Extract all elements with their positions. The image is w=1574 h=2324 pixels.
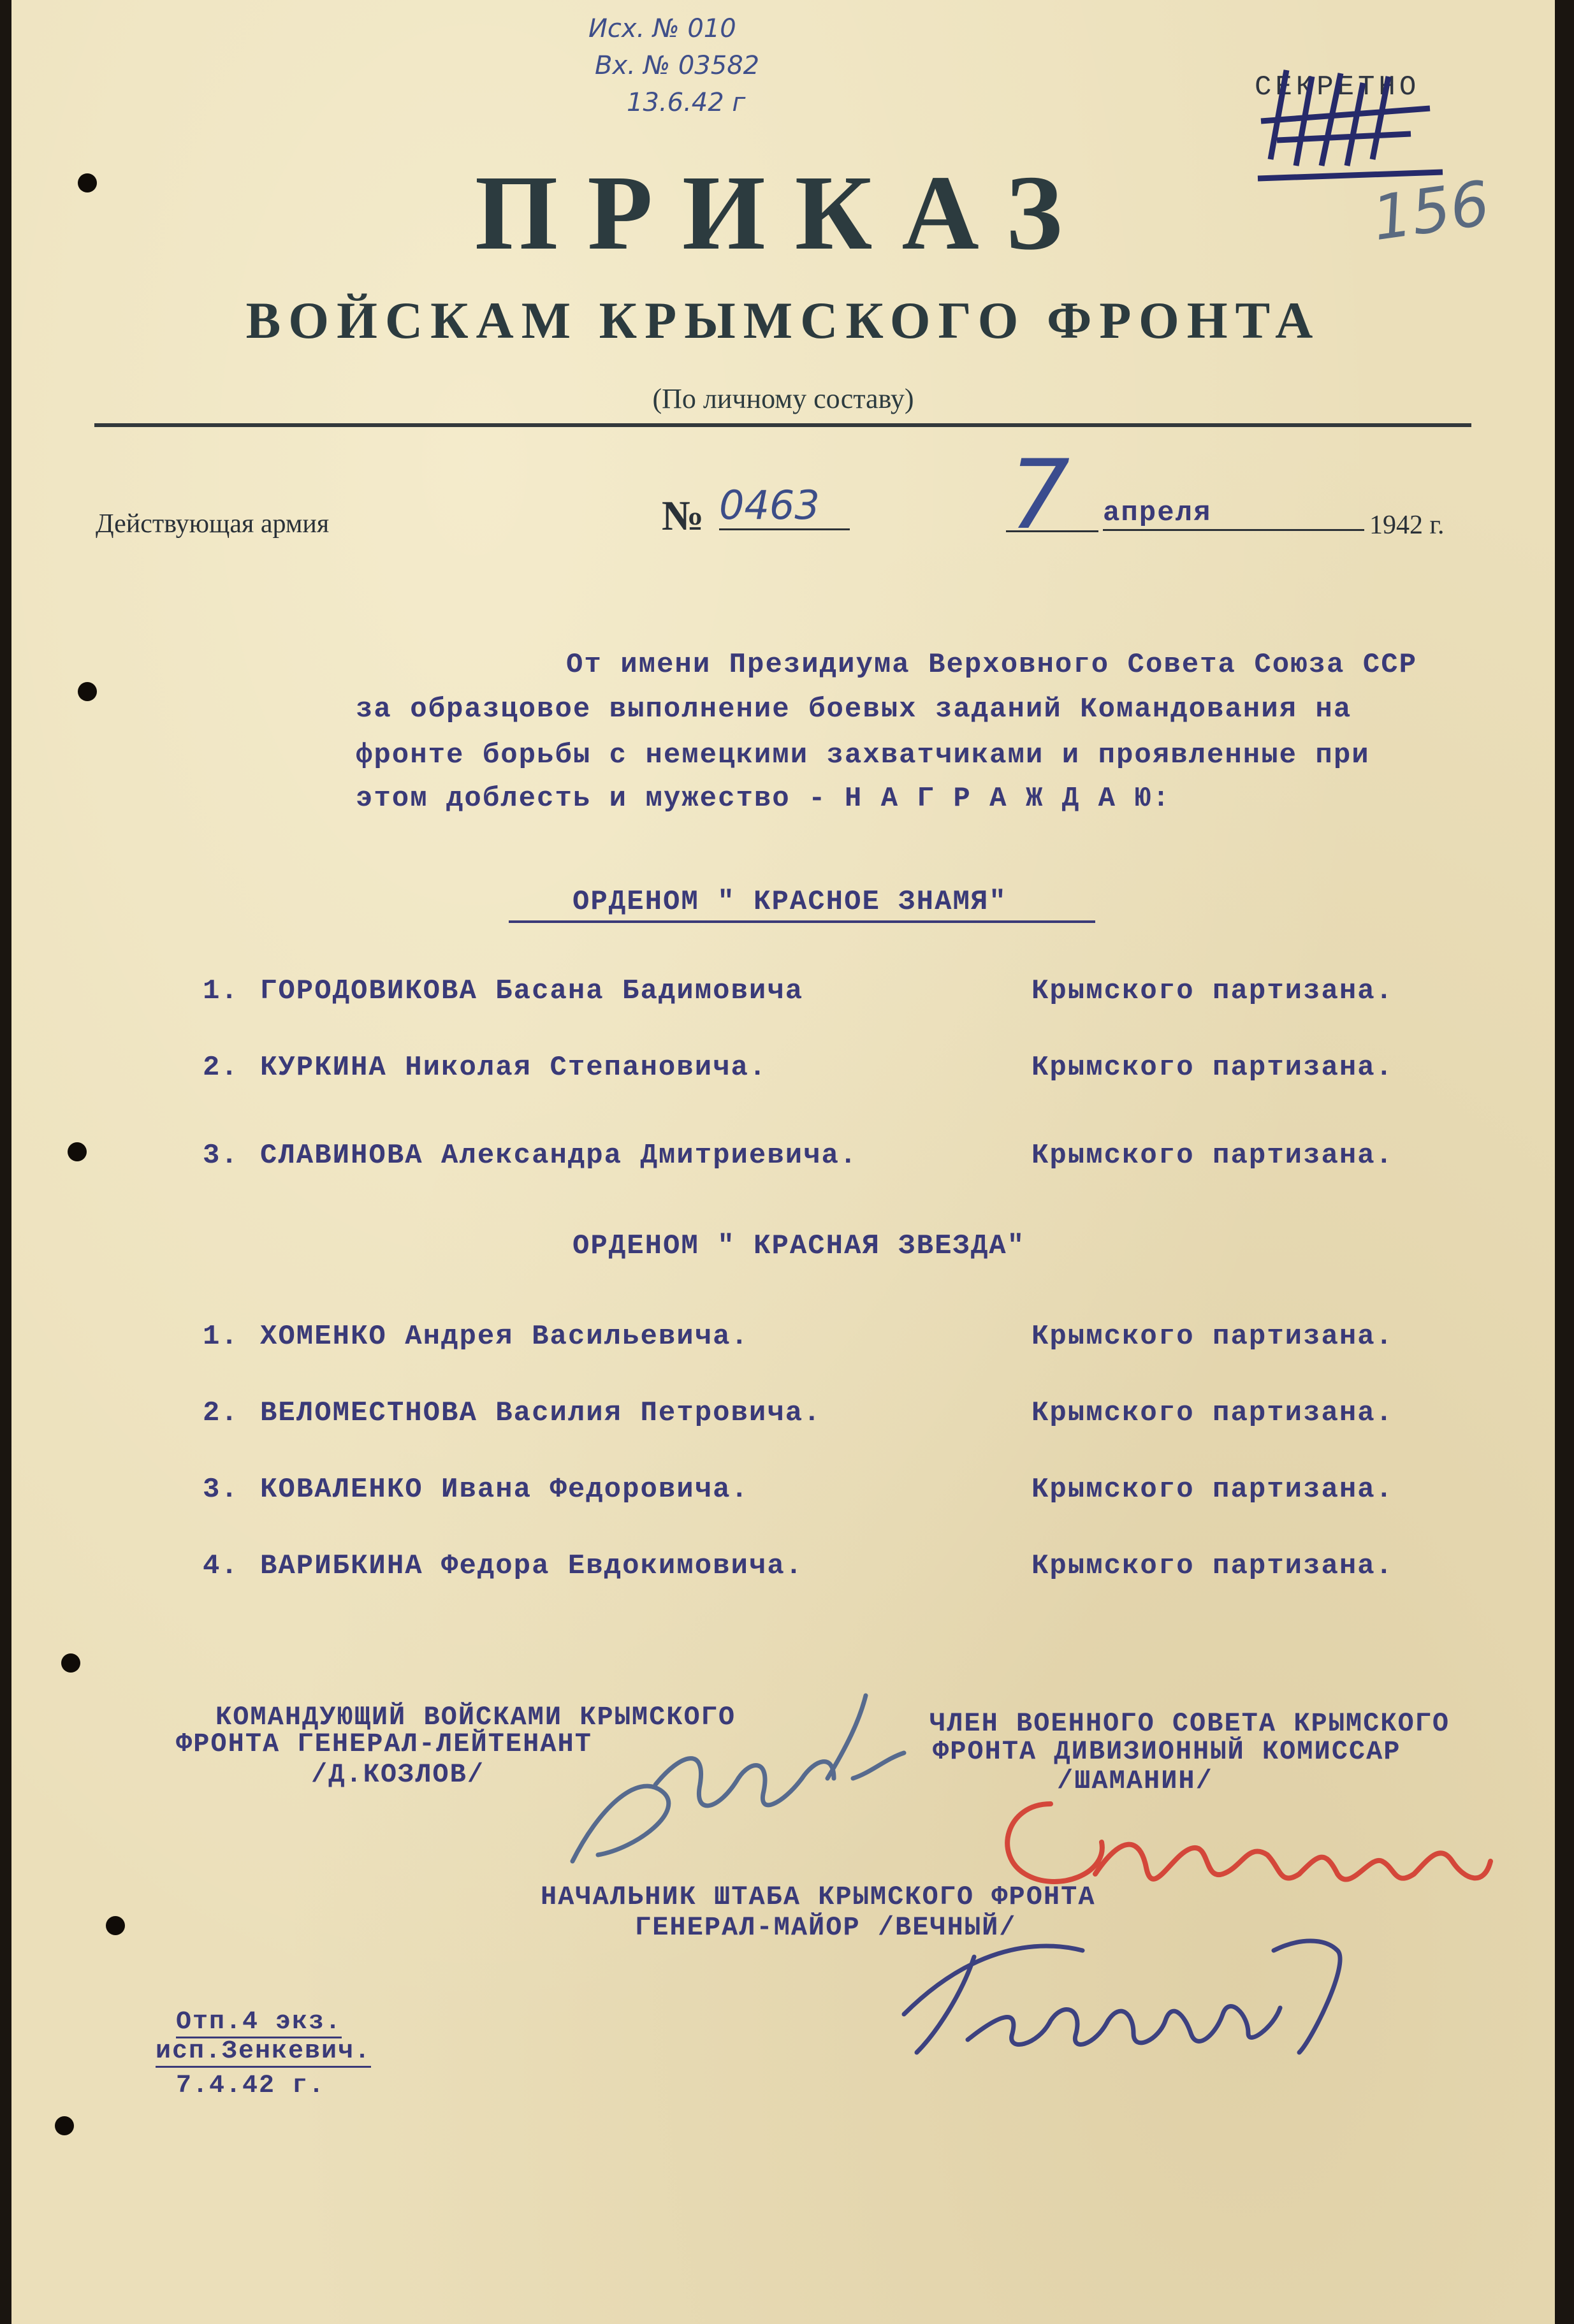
- footer-date: 7.4.42 г.: [176, 2072, 326, 2100]
- signature-left-title: ФРОНТА ГЕНЕРАЛ-ЛЕЙТЕНАНТ: [176, 1729, 592, 1759]
- award-entry: [203, 975, 1465, 1011]
- entry-rank: Крымского партизана.: [1031, 1052, 1394, 1084]
- entry-rank: Крымского партизана.: [1031, 1474, 1394, 1506]
- archive-mark-outgoing: Исх. № 010: [588, 14, 736, 43]
- entry-number: 1.: [203, 975, 239, 1007]
- day-underline: [1006, 528, 1098, 532]
- award-entry: [203, 1397, 1465, 1433]
- award-heading-red-star: ОРДЕНОМ " КРАСНАЯ ЗВЕЗДА": [572, 1230, 1026, 1262]
- signature-kozlov: [560, 1683, 917, 1887]
- preamble-line: этом доблесть и мужество - Н А Г Р А Ж Д А Ю:: [356, 783, 1171, 815]
- award-entry: [203, 1052, 1465, 1087]
- preamble-line: От имени Президиума Верховного Совета Союза ССР: [566, 649, 1418, 681]
- classification-stamp: СЕКРЕТНО: [1255, 71, 1420, 103]
- order-subtitle: ВОЙСКАМ КРЫМСКОГО ФРОНТА: [245, 291, 1321, 349]
- order-month: апреля: [1103, 497, 1364, 531]
- binder-hole: [61, 1653, 80, 1673]
- order-year: 1942 г.: [1369, 511, 1445, 540]
- page-number-mark: 156: [1368, 167, 1494, 255]
- entry-name: КОВАЛЕНКО Ивана Федоровича.: [260, 1474, 749, 1506]
- signature-chief-title: НАЧАЛЬНИК ШТАБА КРЫМСКОГО ФРОНТА: [541, 1882, 1096, 1912]
- entry-name: ВАРИБКИНА Федора Евдокимовича.: [260, 1550, 804, 1582]
- binder-hole: [68, 1142, 87, 1161]
- entry-rank: Крымского партизана.: [1031, 1397, 1394, 1429]
- signature-vechny: [891, 1925, 1376, 2065]
- order-note: (По личному составу): [652, 383, 914, 414]
- entry-name: СЛАВИНОВА Александра Дмитриевича.: [260, 1140, 858, 1172]
- binder-hole: [78, 682, 97, 701]
- signature-right-name: /ШАМАНИН/: [1057, 1766, 1213, 1796]
- award-entry: [203, 1550, 1465, 1586]
- entry-number: 2.: [203, 1052, 239, 1084]
- number-label: №: [662, 493, 704, 539]
- order-title: ПРИКАЗ: [474, 154, 1092, 272]
- document-page: [11, 0, 1555, 2324]
- signature-left-title: КОМАНДУЮЩИЙ ВОЙСКАМИ КРЫМСКОГО: [215, 1702, 736, 1732]
- award-entry: [203, 1474, 1465, 1509]
- entry-rank: Крымского партизана.: [1031, 1140, 1394, 1172]
- footer-executor: исп.Зенкевич.: [156, 2037, 371, 2068]
- award-heading-underline: [509, 920, 1095, 923]
- entry-number: 1.: [203, 1321, 239, 1353]
- footer-copies: Отп.4 экз.: [176, 2008, 342, 2038]
- binder-hole: [55, 2116, 74, 2135]
- entry-name: ГОРОДОВИКОВА Басана Бадимовича: [260, 975, 804, 1007]
- award-entry: [203, 1321, 1465, 1356]
- entry-name: ВЕЛОМЕСТНОВА Василия Петровича.: [260, 1397, 822, 1429]
- entry-rank: Крымского партизана.: [1031, 975, 1394, 1007]
- award-heading-red-banner: ОРДЕНОМ " КРАСНОЕ ЗНАМЯ": [572, 886, 1007, 918]
- archive-mark-incoming: Вх. № 03582: [595, 51, 760, 80]
- entry-number: 3.: [203, 1474, 239, 1506]
- order-day: 7: [1009, 440, 1070, 551]
- entry-number: 2.: [203, 1397, 239, 1429]
- signature-right-title: ЧЛЕН ВОЕННОГО СОВЕТА КРЫМСКОГО: [929, 1708, 1450, 1739]
- preamble-line: фронте борьбы с немецкими захватчиками и проявленные при: [356, 739, 1370, 771]
- entry-name: КУРКИНА Николая Степановича.: [260, 1052, 768, 1084]
- order-number: 0463: [719, 482, 850, 530]
- entry-number: 4.: [203, 1550, 239, 1582]
- army-label: Действующая армия: [96, 509, 330, 539]
- entry-name: ХОМЕНКО Андрея Васильевича.: [260, 1321, 749, 1353]
- entry-rank: Крымского партизана.: [1031, 1321, 1394, 1353]
- binder-hole: [106, 1916, 125, 1935]
- entry-number: 3.: [203, 1140, 239, 1172]
- signature-right-title: ФРОНТА ДИВИЗИОННЫЙ КОМИССАР: [933, 1736, 1401, 1767]
- signature-chief-name: ГЕНЕРАЛ-МАЙОР /ВЕЧНЫЙ/: [635, 1912, 1017, 1943]
- archive-mark-date: 13.6.42 г: [627, 88, 746, 117]
- signature-left-name: /Д.КОЗЛОВ/: [311, 1759, 485, 1790]
- award-entry: [203, 1140, 1465, 1175]
- header-rule: [94, 423, 1471, 427]
- entry-rank: Крымского партизана.: [1031, 1550, 1394, 1582]
- preamble-line: за образцовое выполнение боевых заданий Командования на: [356, 694, 1352, 725]
